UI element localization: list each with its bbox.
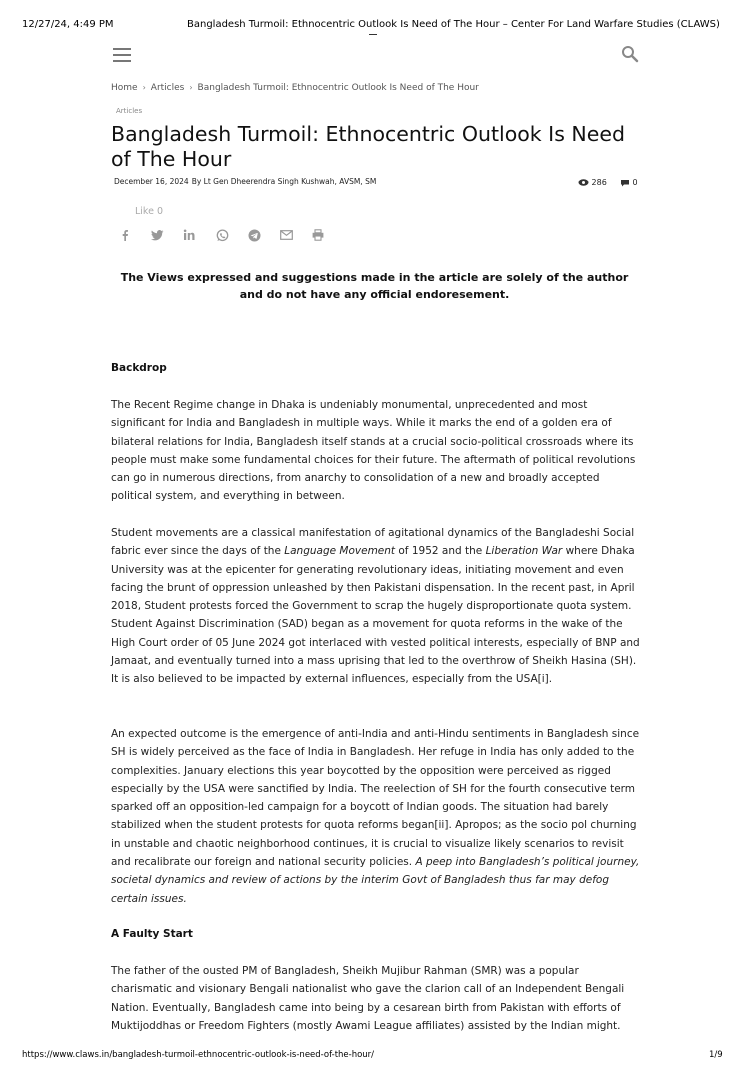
breadcrumb (111, 83, 479, 93)
paragraph-text: Student movements are a classical manifestation of agitational dynamics of the Bangladeshi Social fabric ever since the days of the (111, 527, 635, 558)
paragraph-1: The Recent Regime change in Dhaka is undeniably monumental, unprecedented and most significant for India and Bangladesh in multiple ways. While it marks the end of a golden era of bilateral relations for India, Bangladesh itself stands at a crucial socio-political crossroads where its people must make some fundamental choices for their future. The aftermath of political revolutions can go in numerous directions, from anarchy to consolidation of a new and broadly accepted political system, and everything in between. (111, 399, 636, 503)
menu-icon[interactable] (113, 48, 131, 62)
whatsapp-icon[interactable] (214, 228, 230, 242)
section-heading-faulty-start: A Faulty Start (111, 928, 193, 940)
publish-date: December 16, 2024 (114, 177, 189, 186)
comment-count[interactable] (620, 178, 638, 187)
facebook-icon[interactable] (117, 228, 133, 242)
eye-icon (578, 179, 589, 186)
category-tag[interactable]: Articles (116, 107, 143, 115)
paragraph-text: of 1952 and the (395, 545, 486, 558)
telegram-icon[interactable] (246, 228, 262, 242)
paragraph-text: An expected outcome is the emergence of anti-India and anti-Hindu sentiments in Bangladesh since SH is widely perceived as the face of India in Bangladesh. Her refuge in India has only added to the complexities. January elections this year boycotted by the opposition were perceived as rigged especially by the USA were sanctified by India. The reelection of SH for the fourth consecutive term sparked off an opposition-led campaign for a boycott of Indian goods. The situation had barely stabilized when the student protests for quota reforms began[ii]. Apropos; as the socio pol churning in unstable and chaotic neighborhood continues, it is crucial to visualize likely scenarios to revisit and recalibrate our foreign and national security policies. (111, 728, 640, 869)
like-button[interactable]: Like 0 (135, 206, 164, 217)
divider (369, 34, 377, 35)
print-url: https://www.claws.in/bangladesh-turmoil-ethnocentric-outlook-is-need-of-the-hour/ (22, 1050, 375, 1060)
search-icon[interactable] (621, 45, 639, 63)
emphasis-text: Liberation War (485, 545, 563, 558)
linkedin-icon[interactable] (181, 228, 197, 242)
breadcrumb-articles[interactable]: Articles (150, 83, 185, 93)
comment-icon (620, 179, 630, 187)
disclaimer: The Views expressed and suggestions made in the article are solely of the author and do not have any official endoresement. (120, 271, 629, 301)
paragraph-4: The father of the ousted PM of Bangladesh, Sheikh Mujibur Rahman (SMR) was a popular charismatic and visionary Bengali nationalist who gave the clarion call of an Independent Bengali Nation. Eventually, Bangladesh came into being by a cesarean birth from Pakistan with efforts of Muktijoddhas or Freedom Fighters (mostly Awami League affiliates) assisted by the Indian might. (111, 965, 625, 1032)
page-number: 1/9 (709, 1050, 723, 1060)
print-page-title: Bangladesh Turmoil: Ethnocentric Outlook Is Need of The Hour – Center For Land Warfare Studies (CLAWS) (187, 19, 720, 30)
article-title: Bangladesh Turmoil: Ethnocentric Outlook Is Need of The Hour (111, 122, 625, 171)
breadcrumb-current: Bangladesh Turmoil: Ethnocentric Outlook Is Need of The Hour (197, 83, 479, 93)
print-icon[interactable] (310, 228, 326, 242)
paragraph-text: where Dhaka University was at the epicenter for generating revolutionary ideas, initiating movement and even facing the brunt of oppression unleashed by then Pakistani dispensation. In the recent past, in April 2018, Student protests forced the Government to scrap the hugely disproportionate quota system. Student Against Discrimination (SAD) began as a movement for quota reforms in the wake of the High Court order of 05 June 2024 got interlaced with vested political interests, especially of BNP and Jamaat, and eventually turned into a mass uprising that led to the overthrow of Sheikh Hasina (SH). It is also believed to be impacted by external influences, especially from the USA[i]. (111, 545, 640, 686)
view-count-value: 286 (591, 178, 607, 187)
emphasis-text: Language Movement (284, 545, 396, 558)
view-count (578, 178, 607, 187)
paragraph-3 (111, 725, 641, 908)
emphasis-text: A peep into Bangladesh’s political journey, societal dynamics and review of actions by the interim Govt of Bangladesh thus far may defog certain issues. (111, 856, 640, 905)
chevron-right-icon: › (189, 83, 193, 92)
paragraph-2 (111, 524, 641, 689)
email-icon[interactable] (278, 228, 294, 242)
twitter-icon[interactable] (149, 228, 165, 242)
section-heading-backdrop: Backdrop (111, 362, 167, 374)
comment-count-value: 0 (632, 178, 638, 187)
article-meta (114, 177, 376, 186)
author-byline[interactable]: By Lt Gen Dheerendra Singh Kushwah, AVSM, SM (191, 177, 377, 186)
print-datetime: 12/27/24, 4:49 PM (22, 19, 114, 30)
chevron-right-icon: › (142, 83, 146, 92)
breadcrumb-home[interactable]: Home (111, 83, 138, 93)
